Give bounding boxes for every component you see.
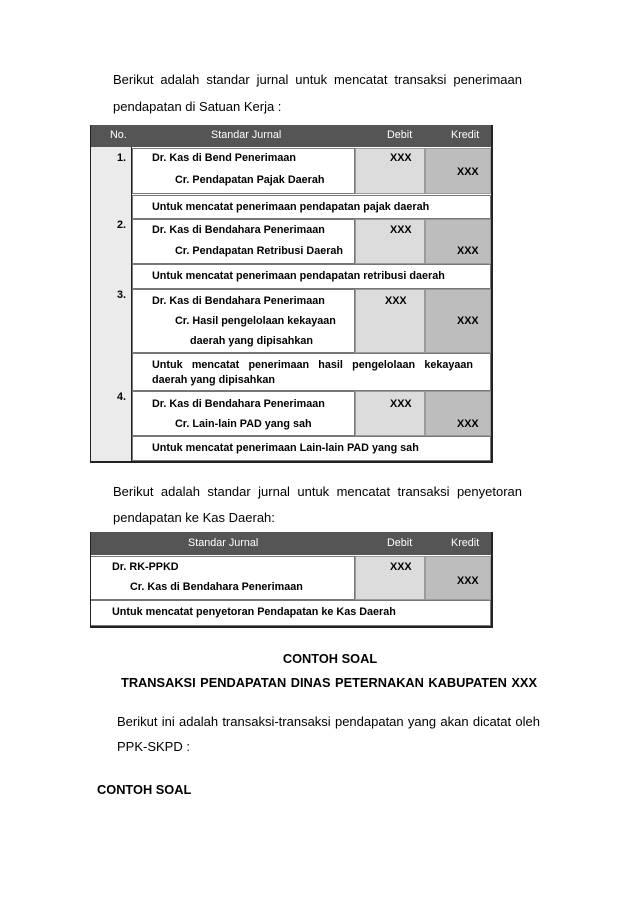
description-text: Untuk mencatat penerimaan pendapatan pajak daerah <box>152 201 430 213</box>
kredit-amount: XXX <box>457 166 479 178</box>
description-text: Untuk mencatat penerimaan hasil pengelolaan kekayaan <box>152 359 473 371</box>
credit-entry: Cr. Kas di Bendahara Penerimaan <box>130 581 303 593</box>
credit-entry: Cr. Pendapatan Pajak Daerah <box>175 174 325 186</box>
setoran-intro-line-1: Berikut adalah standar jurnal untuk mencatat transaksi penyetoran <box>113 484 522 499</box>
contoh-soal-footer: CONTOH SOAL <box>97 782 192 797</box>
credit-entry-continuation: daerah yang dipisahkan <box>190 335 314 347</box>
credit-entry: Cr. Hasil pengelolaan kekayaan <box>175 315 336 327</box>
description-text: Untuk mencatat penerimaan Lain-lain PAD yang sah <box>152 442 419 454</box>
number-column <box>90 147 132 461</box>
transaksi-intro-line-2: PPK-SKPD : <box>117 739 190 754</box>
debit-entry: Dr. Kas di Bendahara Penerimaan <box>152 224 325 236</box>
header-standar-jurnal: Standar Jurnal <box>211 129 282 141</box>
row-number: 4. <box>117 391 127 403</box>
table-header-row <box>90 125 491 147</box>
row-number: 3. <box>117 289 127 301</box>
description-text: Untuk mencatat penerimaan pendapatan retribusi daerah <box>152 270 445 282</box>
table-left-border <box>90 532 91 627</box>
table-right-shadow <box>491 532 493 628</box>
header-kredit: Kredit <box>451 129 480 141</box>
table-bottom-shadow <box>90 626 493 628</box>
debit-entry: Dr. Kas di Bendahara Penerimaan <box>152 295 325 307</box>
row-number: 2. <box>117 219 127 231</box>
kredit-amount: XXX <box>457 575 479 587</box>
debit-amount: XXX <box>390 398 412 410</box>
kredit-amount: XXX <box>457 315 479 327</box>
contoh-soal-heading: CONTOH SOAL <box>282 651 378 666</box>
header-no: No. <box>110 129 127 141</box>
debit-amount: XXX <box>390 224 412 236</box>
debit-entry: Dr. RK-PPKD <box>112 561 179 573</box>
kredit-amount: XXX <box>457 245 479 257</box>
debit-amount: XXX <box>390 561 412 573</box>
intro-line-1: Berikut adalah standar jurnal untuk mencatat transaksi penerimaan <box>113 72 522 87</box>
debit-entry: Dr. Kas di Bend Penerimaan <box>152 152 297 164</box>
credit-entry: Cr. Lain-lain PAD yang sah <box>175 418 312 430</box>
column-divider <box>131 147 132 461</box>
kredit-amount: XXX <box>457 418 479 430</box>
table-header-row <box>90 532 491 555</box>
header-debit: Debit <box>387 537 413 549</box>
transaksi-intro-line-1: Berikut ini adalah transaksi-transaksi pendapatan yang akan dicatat oleh <box>117 714 540 729</box>
table-left-border <box>90 125 91 462</box>
header-standar-jurnal: Standar Jurnal <box>188 537 259 549</box>
header-kredit: Kredit <box>451 537 480 549</box>
table-bottom-shadow <box>90 461 493 463</box>
credit-entry: Cr. Pendapatan Retribusi Daerah <box>175 245 344 257</box>
table-right-shadow <box>491 125 493 463</box>
header-debit: Debit <box>387 129 413 141</box>
transaksi-subheading: TRANSAKSI PENDAPATAN DINAS PETERNAKAN KABUPATEN XXX <box>121 675 537 690</box>
setoran-intro-line-2: pendapatan ke Kas Daerah: <box>113 510 275 525</box>
description-text: Untuk mencatat penyetoran Pendapatan ke Kas Daerah <box>112 606 396 618</box>
debit-entry: Dr. Kas di Bendahara Penerimaan <box>152 398 325 410</box>
debit-amount: XXX <box>385 295 407 307</box>
description-continuation: daerah yang dipisahkan <box>152 374 276 386</box>
intro-line-2: pendapatan di Satuan Kerja : <box>113 99 282 114</box>
debit-amount: XXX <box>390 152 412 164</box>
row-number: 1. <box>117 152 127 164</box>
